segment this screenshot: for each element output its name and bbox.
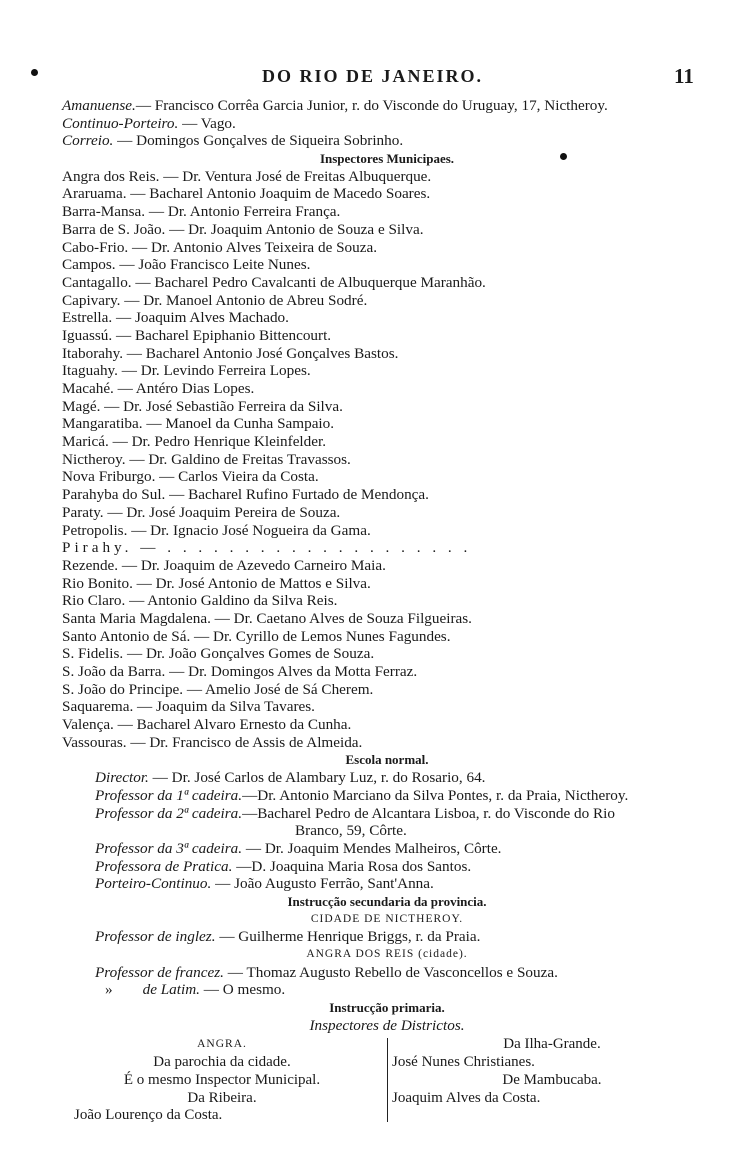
section-heading: Escola normal. (345, 752, 429, 768)
column-heading: ANGRA. (197, 1038, 247, 1051)
escola-line: Professor da 1ª cadeira.—Dr. Antonio Marciano da Silva Pontes, r. da Praia, Nictheroy. (95, 786, 629, 804)
section-heading: Instrucção primaria. (329, 1000, 445, 1016)
inspector-line: Santo Antonio de Sá. — Dr. Cyrillo de Lemos Nunes Fagundes. (62, 627, 451, 645)
left-column (62, 1036, 382, 1124)
inspector-line: S. João do Principe. — Amelio José de Sá Cherem. (62, 680, 374, 698)
official-line: Amanuense.— Francisco Corrêa Garcia Junior, r. do Visconde do Uruguay, 17, Nictheroy. (62, 97, 608, 114)
right-column (392, 1036, 712, 1107)
inspector-line: Itaborahy. — Bacharel Antonio José Gonçalves Bastos. (62, 344, 399, 362)
inspector-line: Paraty. — Dr. José Joaquim Pereira de Souza. (62, 503, 341, 521)
subsection-heading: ANGRA DOS REIS (cidade). (306, 948, 468, 960)
inspector-line: Rezende. — Dr. Joaquim de Azevedo Carneiro Maia. (62, 556, 386, 574)
inspector-line: Valença. — Bacharel Alvaro Ernesto da Cunha. (62, 716, 352, 734)
inspector-line: Parahyba do Sul. — Bacharel Rufino Furtado de Mendonça. (62, 486, 429, 504)
inspector-line: Capivary. — Dr. Manoel Antonio de Abreu Sodré. (62, 291, 368, 309)
column-line: De Mambucaba. (502, 1071, 602, 1088)
inspector-line: Santa Maria Magdalena. — Dr. Caetano Alves de Souza Filgueiras. (62, 609, 472, 627)
section-heading: Inspectores Municipaes. (319, 151, 455, 167)
inspector-line: Angra dos Reis. — Dr. Ventura José de Freitas Albuquerque. (62, 167, 432, 185)
inspector-line: Cantagallo. — Bacharel Pedro Cavalcanti de Albuquerque Maranhão. (62, 273, 486, 291)
inspector-line: Maricá. — Dr. Pedro Henrique Kleinfelder. (62, 433, 327, 451)
page-body (62, 97, 712, 1126)
inspector-line: Rio Claro. — Antonio Galdino da Silva Reis. (62, 592, 338, 610)
page-title: DO RIO DE JANEIRO. (262, 66, 484, 86)
column-divider (387, 1038, 388, 1122)
inspector-line: Saquarema. — Joaquim da Silva Tavares. (62, 698, 315, 716)
inspector-line: S. João da Barra. — Dr. Domingos Alves da Motta Ferraz. (62, 663, 418, 680)
escola-line: Professor da 2ª cadeira.—Bacharel Pedro de Alcantara Lisboa, r. do Visconde do Rio (95, 804, 615, 822)
page-number: 11 (674, 64, 694, 88)
column-line: Joaquim Alves da Costa. (392, 1089, 541, 1106)
column-line: Da Ribeira. (187, 1089, 257, 1106)
column-line: João Lourenço da Costa. (74, 1107, 223, 1124)
escola-line: Porteiro-Continuo. — João Augusto Ferrão, Sant'Anna. (95, 875, 434, 893)
inspector-line: Nictheroy. — Dr. Galdino de Freitas Travassos. (62, 450, 351, 468)
inspector-line: Nova Friburgo. — Carlos Vieira da Costa. (62, 468, 319, 486)
escola-line: Branco, 59, Côrte. (295, 822, 407, 840)
inspector-line: Petropolis. — Dr. Ignacio José Nogueira da Gama. (62, 521, 371, 539)
inspector-line: Mangaratiba. — Manoel da Cunha Sampaio. (62, 415, 335, 433)
section-heading: Instrucção secundaria da provincia. (287, 893, 487, 909)
column-line: Da Ilha-Grande. (503, 1036, 601, 1053)
subsection-heading: CIDADE DE NICTHEROY. (310, 912, 464, 925)
secundaria-line: Professor de francez. — Thomaz Augusto Rebello de Vasconcellos e Souza. (95, 963, 558, 981)
inspector-line: Barra-Mansa. — Dr. Antonio Ferreira França. (62, 203, 341, 221)
escola-line: Director. — Dr. José Carlos de Alambary Luz, r. do Rosario, 64. (95, 769, 486, 787)
escola-line: Professor da 3ª cadeira. — Dr. Joaquim Mendes Malheiros, Côrte. (95, 839, 502, 857)
column-line: José Nunes Christianes. (392, 1054, 535, 1071)
inspector-line: Campos. — João Francisco Leite Nunes. (62, 256, 311, 274)
inspector-line: Itaguahy. — Dr. Levindo Ferreira Lopes. (62, 362, 311, 380)
secundaria-line: Professor de inglez. — Guilherme Henrique Briggs, r. da Praia. (95, 928, 481, 946)
inspector-line: Cabo-Frio. — Dr. Antonio Alves Teixeira de Souza. (62, 238, 378, 256)
subsection-heading: Inspectores de Districtos. (309, 1016, 465, 1034)
inspector-line: Magé. — Dr. José Sebastião Ferreira da Silva. (62, 397, 343, 415)
inspector-line: S. Fidelis. — Dr. João Gonçalves Gomes de Souza. (62, 645, 375, 663)
inspector-line: Pirahy. — . . . . . . . . . . . . . . . . . . . . (62, 539, 472, 557)
column-line: Da parochia da cidade. (153, 1054, 291, 1071)
inspector-line: Iguassú. — Bacharel Epiphanio Bittencourt. (62, 326, 332, 344)
secundaria-line: » de Latim. — O mesmo. (105, 981, 286, 999)
official-line: Continuo-Porteiro. — Vago. (62, 114, 236, 132)
districts-columns (62, 1036, 712, 1126)
inspector-line: Vassouras. — Dr. Francisco de Assis de Almeida. (62, 733, 363, 751)
page-header (0, 66, 736, 90)
inspector-line: Estrella. — Joaquim Alves Machado. (62, 309, 289, 327)
inspector-line: Barra de S. João. — Dr. Joaquim Antonio de Souza e Silva. (62, 220, 424, 238)
inspector-line: Rio Bonito. — Dr. José Antonio de Mattos e Silva. (62, 574, 371, 592)
escola-line: Professora de Pratica. —D. Joaquina Maria Rosa dos Santos. (95, 857, 472, 875)
inspector-line: Araruama. — Bacharel Antonio Joaquim de Macedo Soares. (62, 185, 431, 203)
column-line: É o mesmo Inspector Municipal. (123, 1071, 321, 1088)
inspector-line: Macahé. — Antéro Dias Lopes. (62, 380, 255, 397)
official-line: Correio. — Domingos Gonçalves de Siqueira Sobrinho. (62, 132, 404, 150)
